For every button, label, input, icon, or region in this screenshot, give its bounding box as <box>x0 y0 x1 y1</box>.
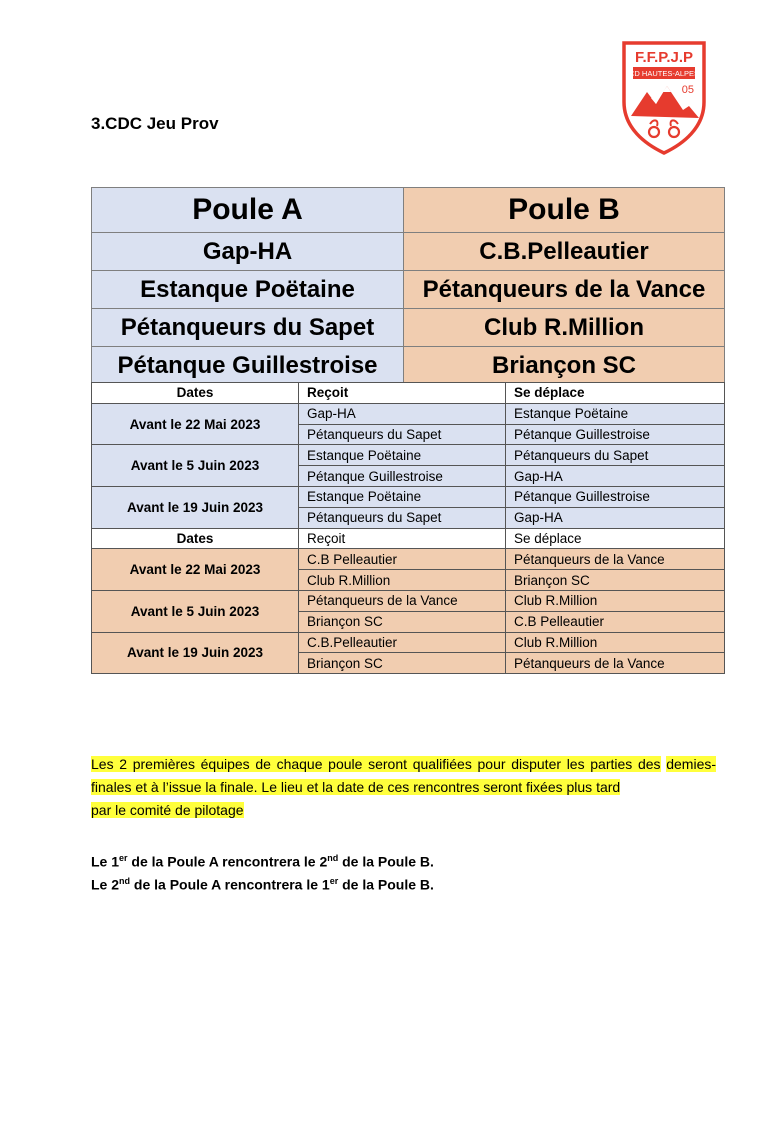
logo-number: 05 <box>681 84 694 96</box>
home-team: Estanque Poëtaine <box>299 445 506 466</box>
away-team: Pétanque Guillestroise <box>506 486 725 507</box>
match-date: Avant le 5 Juin 2023 <box>92 590 299 632</box>
home-team: Pétanqueurs du Sapet <box>299 424 506 445</box>
home-team: Estanque Poëtaine <box>299 486 506 507</box>
table-row <box>92 549 725 570</box>
away-team: Briançon SC <box>506 570 725 591</box>
poule-a-team: Pétanqueurs du Sapet <box>92 309 404 347</box>
poule-a-team: Estanque Poëtaine <box>92 271 404 309</box>
away-team: Gap-HA <box>506 507 725 528</box>
poule-b-title: Poule B <box>404 188 725 233</box>
recoit-header: Reçoit <box>299 528 506 549</box>
match-date: Avant le 5 Juin 2023 <box>92 445 299 487</box>
paragraph-line: Les 2 premières équipes de chaque poule seront qualifiées pour disputer les parties des <box>91 756 661 772</box>
home-team: Club R.Million <box>299 570 506 591</box>
final-pairing-note-2: Le 2nd de la Poule A rencontrera le 1er de la Poule B. <box>91 876 434 893</box>
away-team: Club R.Million <box>506 590 725 611</box>
match-date: Avant le 19 Juin 2023 <box>92 486 299 528</box>
qualification-paragraph <box>91 753 716 822</box>
away-team: Pétanqueurs de la Vance <box>506 549 725 570</box>
poules-table <box>91 187 725 385</box>
schedule-a-header <box>92 383 725 404</box>
poule-a-team: Pétanque Guillestroise <box>92 347 404 385</box>
home-team: Briançon SC <box>299 611 506 632</box>
poule-b-team: Club R.Million <box>404 309 725 347</box>
home-team: Gap-HA <box>299 403 506 424</box>
match-date: Avant le 19 Juin 2023 <box>92 632 299 674</box>
away-team: Pétanque Guillestroise <box>506 424 725 445</box>
table-row <box>92 486 725 507</box>
logo-title: F.F.P.J.P <box>634 49 694 66</box>
away-team: C.B Pelleautier <box>506 611 725 632</box>
away-team: Club R.Million <box>506 632 725 653</box>
ffpjp-logo <box>621 40 707 156</box>
schedule-b-header <box>92 528 725 549</box>
poule-b-team: Briançon SC <box>404 347 725 385</box>
home-team: Briançon SC <box>299 653 506 674</box>
home-team: C.B.Pelleautier <box>299 632 506 653</box>
dates-header: Dates <box>92 528 299 549</box>
poule-a-team: Gap-HA <box>92 233 404 271</box>
recoit-header: Reçoit <box>299 383 506 404</box>
home-team: Pétanqueurs du Sapet <box>299 507 506 528</box>
schedule-table <box>91 382 725 674</box>
table-row <box>92 403 725 424</box>
table-row <box>92 632 725 653</box>
final-pairing-note-1: Le 1er de la Poule A rencontrera le 2nd de la Poule B. <box>91 853 434 870</box>
poule-b-team: Pétanqueurs de la Vance <box>404 271 725 309</box>
home-team: C.B Pelleautier <box>299 549 506 570</box>
section-heading: 3.CDC Jeu Prov <box>91 114 219 133</box>
away-team: Estanque Poëtaine <box>506 403 725 424</box>
deplace-header: Se déplace <box>506 383 725 404</box>
paragraph-line: demies-finales et à l’issue la finale. Le lieu et la date de ces rencontres seront fixées plus tard <box>91 756 717 795</box>
away-team: Pétanqueurs du Sapet <box>506 445 725 466</box>
away-team: Gap-HA <box>506 466 725 487</box>
home-team: Pétanque Guillestroise <box>299 466 506 487</box>
table-row <box>92 445 725 466</box>
home-team: Pétanqueurs de la Vance <box>299 590 506 611</box>
logo-subtitle: CD HAUTES-ALPES <box>628 69 700 78</box>
match-date: Avant le 22 Mai 2023 <box>92 549 299 591</box>
poule-a-title: Poule A <box>92 188 404 233</box>
deplace-header: Se déplace <box>506 528 725 549</box>
away-team: Pétanqueurs de la Vance <box>506 653 725 674</box>
match-date: Avant le 22 Mai 2023 <box>92 403 299 445</box>
poule-b-team: C.B.Pelleautier <box>404 233 725 271</box>
table-row <box>92 590 725 611</box>
paragraph-line: par le comité de pilotage <box>91 802 244 818</box>
dates-header: Dates <box>92 383 299 404</box>
